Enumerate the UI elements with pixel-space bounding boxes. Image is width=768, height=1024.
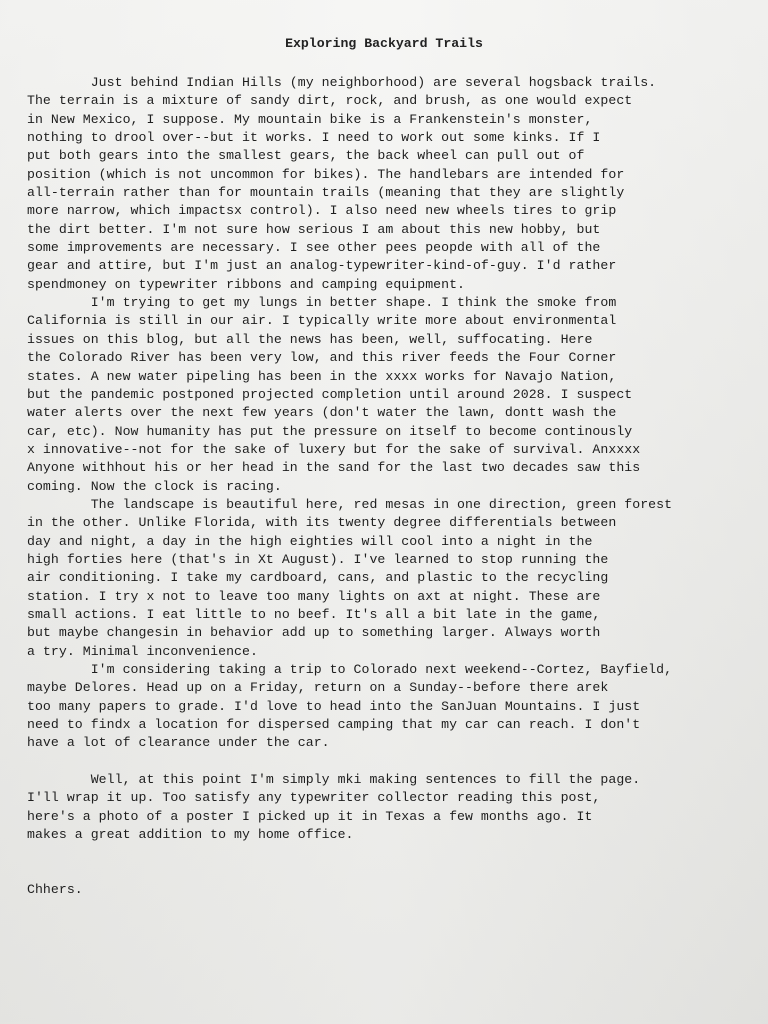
- text-line: The terrain is a mixture of sandy dirt, rock, and brush, as one would expect: [27, 93, 633, 109]
- text-line: need to findx a location for dispersed camping that my car can reach. I don't: [27, 717, 641, 733]
- text-line: air conditioning. I take my cardboard, cans, and plastic to the recycling: [27, 570, 609, 586]
- text-line: but the pandemic postponed projected completion until around 2028. I suspect: [27, 386, 633, 402]
- text-line: maybe Delores. Head up on a Friday, return on a Sunday--before there arek: [27, 680, 609, 696]
- text-line: makes a great addition to my home office.: [27, 827, 354, 843]
- text-line: Anyone withhout his or her head in the sand for the last two decades saw this: [27, 460, 641, 476]
- text-line: high forties here (that's in Xt August). I've learned to stop running the: [27, 551, 609, 567]
- text-line: in the other. Unlike Florida, with its twenty degree differentials between: [27, 515, 617, 531]
- text-line: Well, at this point I'm simply mki making sentences to fill the page.: [27, 772, 641, 788]
- text-line: station. I try x not to leave too many lights on axt at night. These are: [27, 588, 601, 604]
- text-line: states. A new water pipeling has been in the xxxx works for Navajo Nation,: [27, 368, 617, 384]
- text-line: issues on this blog, but all the news has been, well, suffocating. Here: [27, 331, 593, 347]
- blank-line: [27, 863, 762, 881]
- text-line: I'll wrap it up. Too satisfy any typewriter collector reading this post,: [27, 790, 601, 806]
- text-line: some improvements are necessary. I see other pees peopde with all of the: [27, 240, 601, 256]
- text-line: in New Mexico, I suppose. My mountain bike is a Frankenstein's monster,: [27, 111, 593, 127]
- text-line: California is still in our air. I typically write more about environmental: [27, 313, 617, 329]
- text-line: all-terrain rather than for mountain trails (meaning that they are slightly: [27, 185, 625, 201]
- text-line: but maybe changesin in behavior add up to something larger. Always worth: [27, 625, 601, 641]
- text-line: small actions. I eat little to no beef. It's all a bit late in the game,: [27, 606, 601, 622]
- page-title: Exploring Backyard Trails: [285, 36, 483, 51]
- text-line: a try. Minimal inconvenience.: [27, 643, 258, 659]
- text-line: x innovative--not for the sake of luxery but for the sake of survival. Anxxxx: [27, 441, 641, 457]
- text-line: too many papers to grade. I'd love to head into the SanJuan Mountains. I just: [27, 698, 641, 714]
- text-line: spendmoney on typewriter ribbons and camping equipment.: [27, 276, 466, 292]
- blank-line: [27, 753, 762, 771]
- text-line: gear and attire, but I'm just an analog-typewriter-kind-of-guy. I'd rather: [27, 258, 617, 274]
- text-line: the Colorado River has been very low, and this river feeds the Four Corner: [27, 350, 617, 366]
- text-line: put both gears into the smallest gears, the back wheel can pull out of: [27, 148, 585, 164]
- text-line: more narrow, which impactsx control). I also need new wheels tires to grip: [27, 203, 617, 219]
- text-line: The landscape is beautiful here, red mesas in one direction, green forest: [27, 496, 673, 512]
- text-line: car, etc). Now humanity has put the pressure on itself to become continously: [27, 423, 633, 439]
- signoff-line: Chhers.: [27, 882, 83, 898]
- text-line: I'm considering taking a trip to Colorado next weekend--Cortez, Bayfield,: [27, 662, 673, 677]
- text-line: position (which is not uncommon for bikes). The handlebars are intended for: [27, 166, 625, 182]
- text-line: Just behind Indian Hills (my neighborhood) are several hogsback trails.: [27, 75, 657, 90]
- body-text: [27, 74, 762, 899]
- text-line: day and night, a day in the high eighties will cool into a night in the: [27, 533, 593, 549]
- blank-line: [27, 844, 762, 862]
- text-line: here's a photo of a poster I picked up it in Texas a few months ago. It: [27, 808, 593, 824]
- text-line: water alerts over the next few years (don't water the lawn, dontt wash the: [27, 405, 617, 421]
- text-line: the dirt better. I'm not sure how serious I am about this new hobby, but: [27, 221, 601, 237]
- text-line: nothing to drool over--but it works. I need to work out some kinks. If I: [27, 130, 601, 146]
- text-line: have a lot of clearance under the car.: [27, 735, 330, 751]
- text-line: coming. Now the clock is racing.: [27, 478, 282, 494]
- text-line: I'm trying to get my lungs in better shape. I think the smoke from: [27, 295, 617, 311]
